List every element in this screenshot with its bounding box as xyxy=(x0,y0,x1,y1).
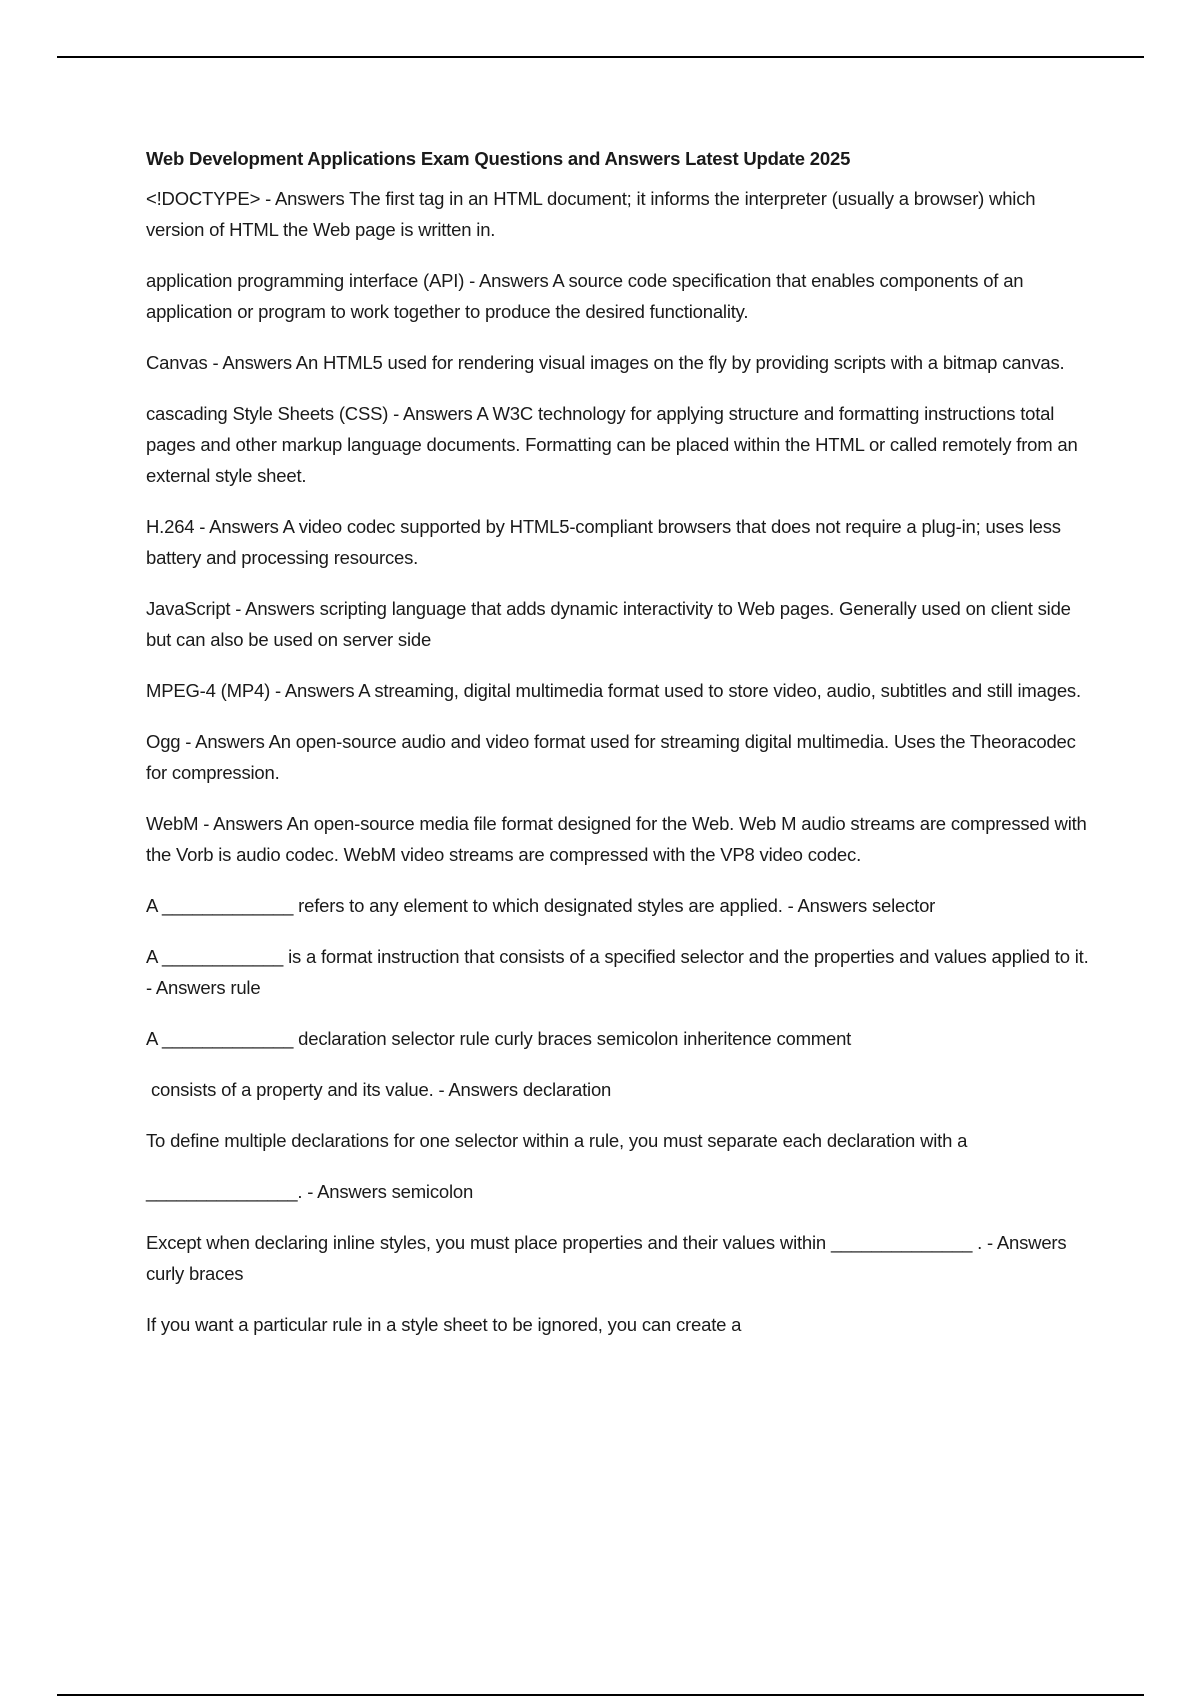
paragraph-doctype: <!DOCTYPE> - Answers The first tag in an HTML document; it informs the interpreter (usually a browser) which version of HTML the Web page is written in. xyxy=(146,188,1041,240)
paragraph-declaration-options: A _____________ declaration selector rule curly braces semicolon inheritence comment xyxy=(146,1028,852,1049)
paragraph-curly-braces: Except when declaring inline styles, you must place properties and their values within ______________ . - Answers curly braces xyxy=(146,1232,1072,1284)
document-title: Web Development Applications Exam Questions and Answers Latest Update 2025 xyxy=(146,148,851,169)
paragraph-rule-question: A ____________ is a format instruction that consists of a specified selector and the properties and values applied to it. - Answers rule xyxy=(146,946,1094,998)
paragraph-mp4: MPEG-4 (MP4) - Answers A streaming, digital multimedia format used to store video, audio, subtitles and still images. xyxy=(146,680,1081,701)
footer-rule xyxy=(57,1694,1144,1696)
paragraph-canvas: Canvas - Answers An HTML5 used for rendering visual images on the fly by providing scripts with a bitmap canvas. xyxy=(146,352,1065,373)
document-body xyxy=(146,144,1096,1360)
paragraph-selector-question: A _____________ refers to any element to which designated styles are applied. - Answers selector xyxy=(146,895,936,916)
paragraph-ogg: Ogg - Answers An open-source audio and video format used for streaming digital multimedia. Uses the Theoracodec for compression. xyxy=(146,731,1081,783)
paragraph-css: cascading Style Sheets (CSS) - Answers A W3C technology for applying structure and formatting instructions total pages and other markup language documents. Formatting can be placed within the HTML or called remotely from an external style sheet. xyxy=(146,403,1083,486)
paragraph-javascript: JavaScript - Answers scripting language that adds dynamic interactivity to Web pages. Generally used on client side but can also be used on server side xyxy=(146,598,1076,650)
paragraph-declaration-answer: consists of a property and its value. - Answers declaration xyxy=(146,1079,612,1100)
paragraph-comment-question: If you want a particular rule in a style sheet to be ignored, you can create a xyxy=(146,1314,742,1335)
paragraph-semicolon-answer: _______________. - Answers semicolon xyxy=(146,1181,474,1202)
header-rule xyxy=(57,56,1144,58)
paragraph-webm: WebM - Answers An open-source media file format designed for the Web. Web M audio streams are compressed with the Vorb is audio codec. WebM video streams are compressed with the VP8 video codec. xyxy=(146,813,1092,865)
paragraph-api: application programming interface (API) - Answers A source code specification that enables components of an application or program to work together to produce the desired functionality. xyxy=(146,270,1029,322)
paragraph-h264: H.264 - Answers A video codec supported by HTML5-compliant browsers that does not require a plug-in; uses less battery and processing resources. xyxy=(146,516,1066,568)
paragraph-semicolon-question: To define multiple declarations for one selector within a rule, you must separate each declaration with a xyxy=(146,1130,968,1151)
